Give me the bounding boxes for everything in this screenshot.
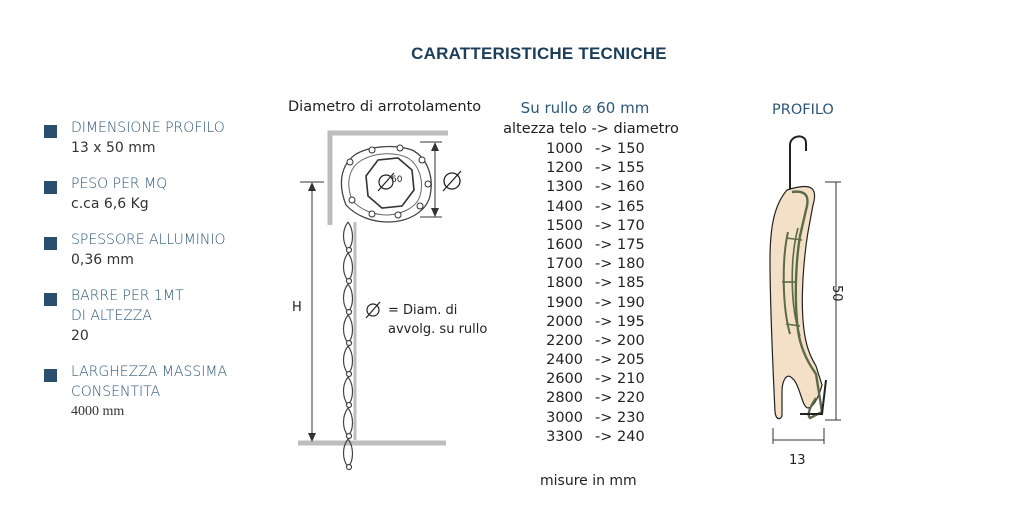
row-height: 3300: [546, 428, 583, 445]
wound-curtain-inner: [349, 154, 422, 215]
table-row: [495, 314, 695, 333]
row-diameter-value: 190: [617, 294, 645, 311]
slat-rivet: [347, 465, 352, 470]
row-diameter-value: 230: [617, 409, 645, 426]
row-diameter-value: 220: [617, 390, 645, 407]
spec-value: 0,36 mm: [71, 252, 134, 268]
table-rows: [495, 141, 695, 448]
diameter-table: [495, 99, 695, 448]
row-height: 2400: [546, 352, 583, 369]
row-height: 2600: [546, 371, 583, 388]
row-height: 2800: [546, 390, 583, 407]
spec-value: c.ca 6,6 Kg: [71, 196, 149, 212]
row-height: 3000: [546, 409, 583, 426]
profile-height-label: 50: [829, 285, 844, 302]
row-diameter-value: 205: [617, 352, 645, 369]
roller-diameter-label: 60: [391, 175, 403, 185]
curtain-slat: [344, 315, 353, 343]
row-height: 2000: [546, 313, 583, 330]
row-diameter-value: 185: [617, 275, 645, 292]
table-header: altezza telo -> diametro: [503, 121, 679, 137]
roller-shaft: [366, 158, 414, 208]
row-height: 1500: [546, 217, 583, 234]
table-row: [495, 256, 695, 275]
curtain-slat: [344, 408, 353, 436]
units-note: misure in mm: [540, 473, 637, 489]
row-diameter: -> 220: [595, 390, 645, 407]
slat-rivet: [347, 434, 352, 439]
row-height: 1700: [546, 256, 583, 273]
curtain-slat: [344, 253, 353, 281]
table-row: [495, 410, 695, 429]
row-diameter: -> 230: [595, 409, 645, 426]
table-row: [495, 429, 695, 448]
row-height: 1200: [546, 160, 583, 177]
table-row: [495, 160, 695, 179]
legend-line-1: = Diam. di: [388, 303, 458, 318]
spec-label: DI ALTEZZA: [71, 308, 152, 324]
profile-title: PROFILO: [772, 102, 834, 118]
slat-rivet: [347, 310, 352, 315]
row-height: 1800: [546, 275, 583, 292]
row-height: 1400: [546, 198, 583, 215]
row-diameter-value: 200: [617, 332, 645, 349]
spec-label: PESO PER MQ: [71, 176, 168, 192]
table-title: Su rullo ⌀ 60 mm: [520, 99, 650, 117]
row-diameter: -> 170: [595, 217, 645, 234]
row-diameter: -> 190: [595, 294, 645, 311]
row-diameter: -> 185: [595, 275, 645, 292]
row-diameter-value: 170: [617, 217, 645, 234]
profile-hook: [790, 136, 806, 190]
spec-label: SPESSORE ALLUMINIO: [71, 232, 226, 248]
table-row: [495, 371, 695, 390]
table-row: [495, 141, 695, 160]
height-label: H: [292, 300, 302, 315]
row-diameter: -> 210: [595, 371, 645, 388]
curtain-slat: [344, 222, 353, 250]
row-height: 1900: [546, 294, 583, 311]
slat-rivet: [347, 403, 352, 408]
row-diameter: -> 180: [595, 256, 645, 273]
row-height: 1000: [546, 141, 583, 157]
wound-curtain: [341, 147, 431, 222]
row-diameter: -> 155: [595, 160, 645, 177]
row-diameter: -> 165: [595, 198, 645, 215]
row-height: 1300: [546, 179, 583, 196]
row-diameter-value: 195: [617, 313, 645, 330]
table-row: [495, 218, 695, 237]
table-row: [495, 275, 695, 294]
diagram-title: Diametro di arrotolamento: [288, 99, 482, 115]
row-diameter: -> 160: [595, 179, 645, 196]
spec-value: 4000 mm: [71, 404, 125, 419]
row-diameter-value: 160: [617, 179, 645, 196]
row-diameter-value: 155: [617, 160, 645, 177]
table-row: [495, 333, 695, 352]
curtain-slat: [344, 284, 353, 312]
row-diameter: -> 175: [595, 236, 645, 253]
row-diameter: -> 205: [595, 352, 645, 369]
spec-label: DIMENSIONE PROFILO: [71, 120, 225, 136]
row-diameter-value: 165: [617, 198, 645, 215]
row-diameter-value: 180: [617, 256, 645, 273]
table-row: [495, 390, 695, 409]
row-diameter: -> 200: [595, 332, 645, 349]
table-row: [495, 295, 695, 314]
curtain-slat: [344, 346, 353, 374]
row-height: 1600: [546, 236, 583, 253]
row-diameter: -> 150: [595, 141, 645, 157]
table-row: [495, 179, 695, 198]
table-row: [495, 352, 695, 371]
row-diameter: -> 195: [595, 313, 645, 330]
curtain-slat: [344, 377, 353, 405]
row-height: 2200: [546, 332, 583, 349]
spec-label: LARGHEZZA MASSIMA: [71, 364, 228, 380]
spec-label: CONSENTITA: [71, 384, 161, 400]
row-diameter: -> 240: [595, 428, 645, 445]
slat-rivet: [347, 279, 352, 284]
row-diameter-value: 150: [617, 141, 645, 157]
row-diameter-value: 240: [617, 428, 645, 445]
row-diameter-value: 175: [617, 236, 645, 253]
table-row: [495, 199, 695, 218]
page-title: CARATTERISTICHE TECNICHE: [411, 44, 667, 63]
slat-rivet: [347, 341, 352, 346]
spec-label: BARRE PER 1MT: [71, 288, 184, 304]
row-diameter-value: 210: [617, 371, 645, 388]
curtain-slats: [344, 222, 353, 470]
spec-value: 13 x 50 mm: [71, 140, 156, 156]
spec-value: 20: [71, 328, 89, 344]
diameter-legend: [388, 301, 487, 339]
table-row: [495, 237, 695, 256]
profile-width-label: 13: [789, 453, 806, 468]
slat-rivet: [347, 372, 352, 377]
slat-rivet: [347, 248, 352, 253]
legend-line-2: avvolg. su rullo: [388, 322, 488, 337]
